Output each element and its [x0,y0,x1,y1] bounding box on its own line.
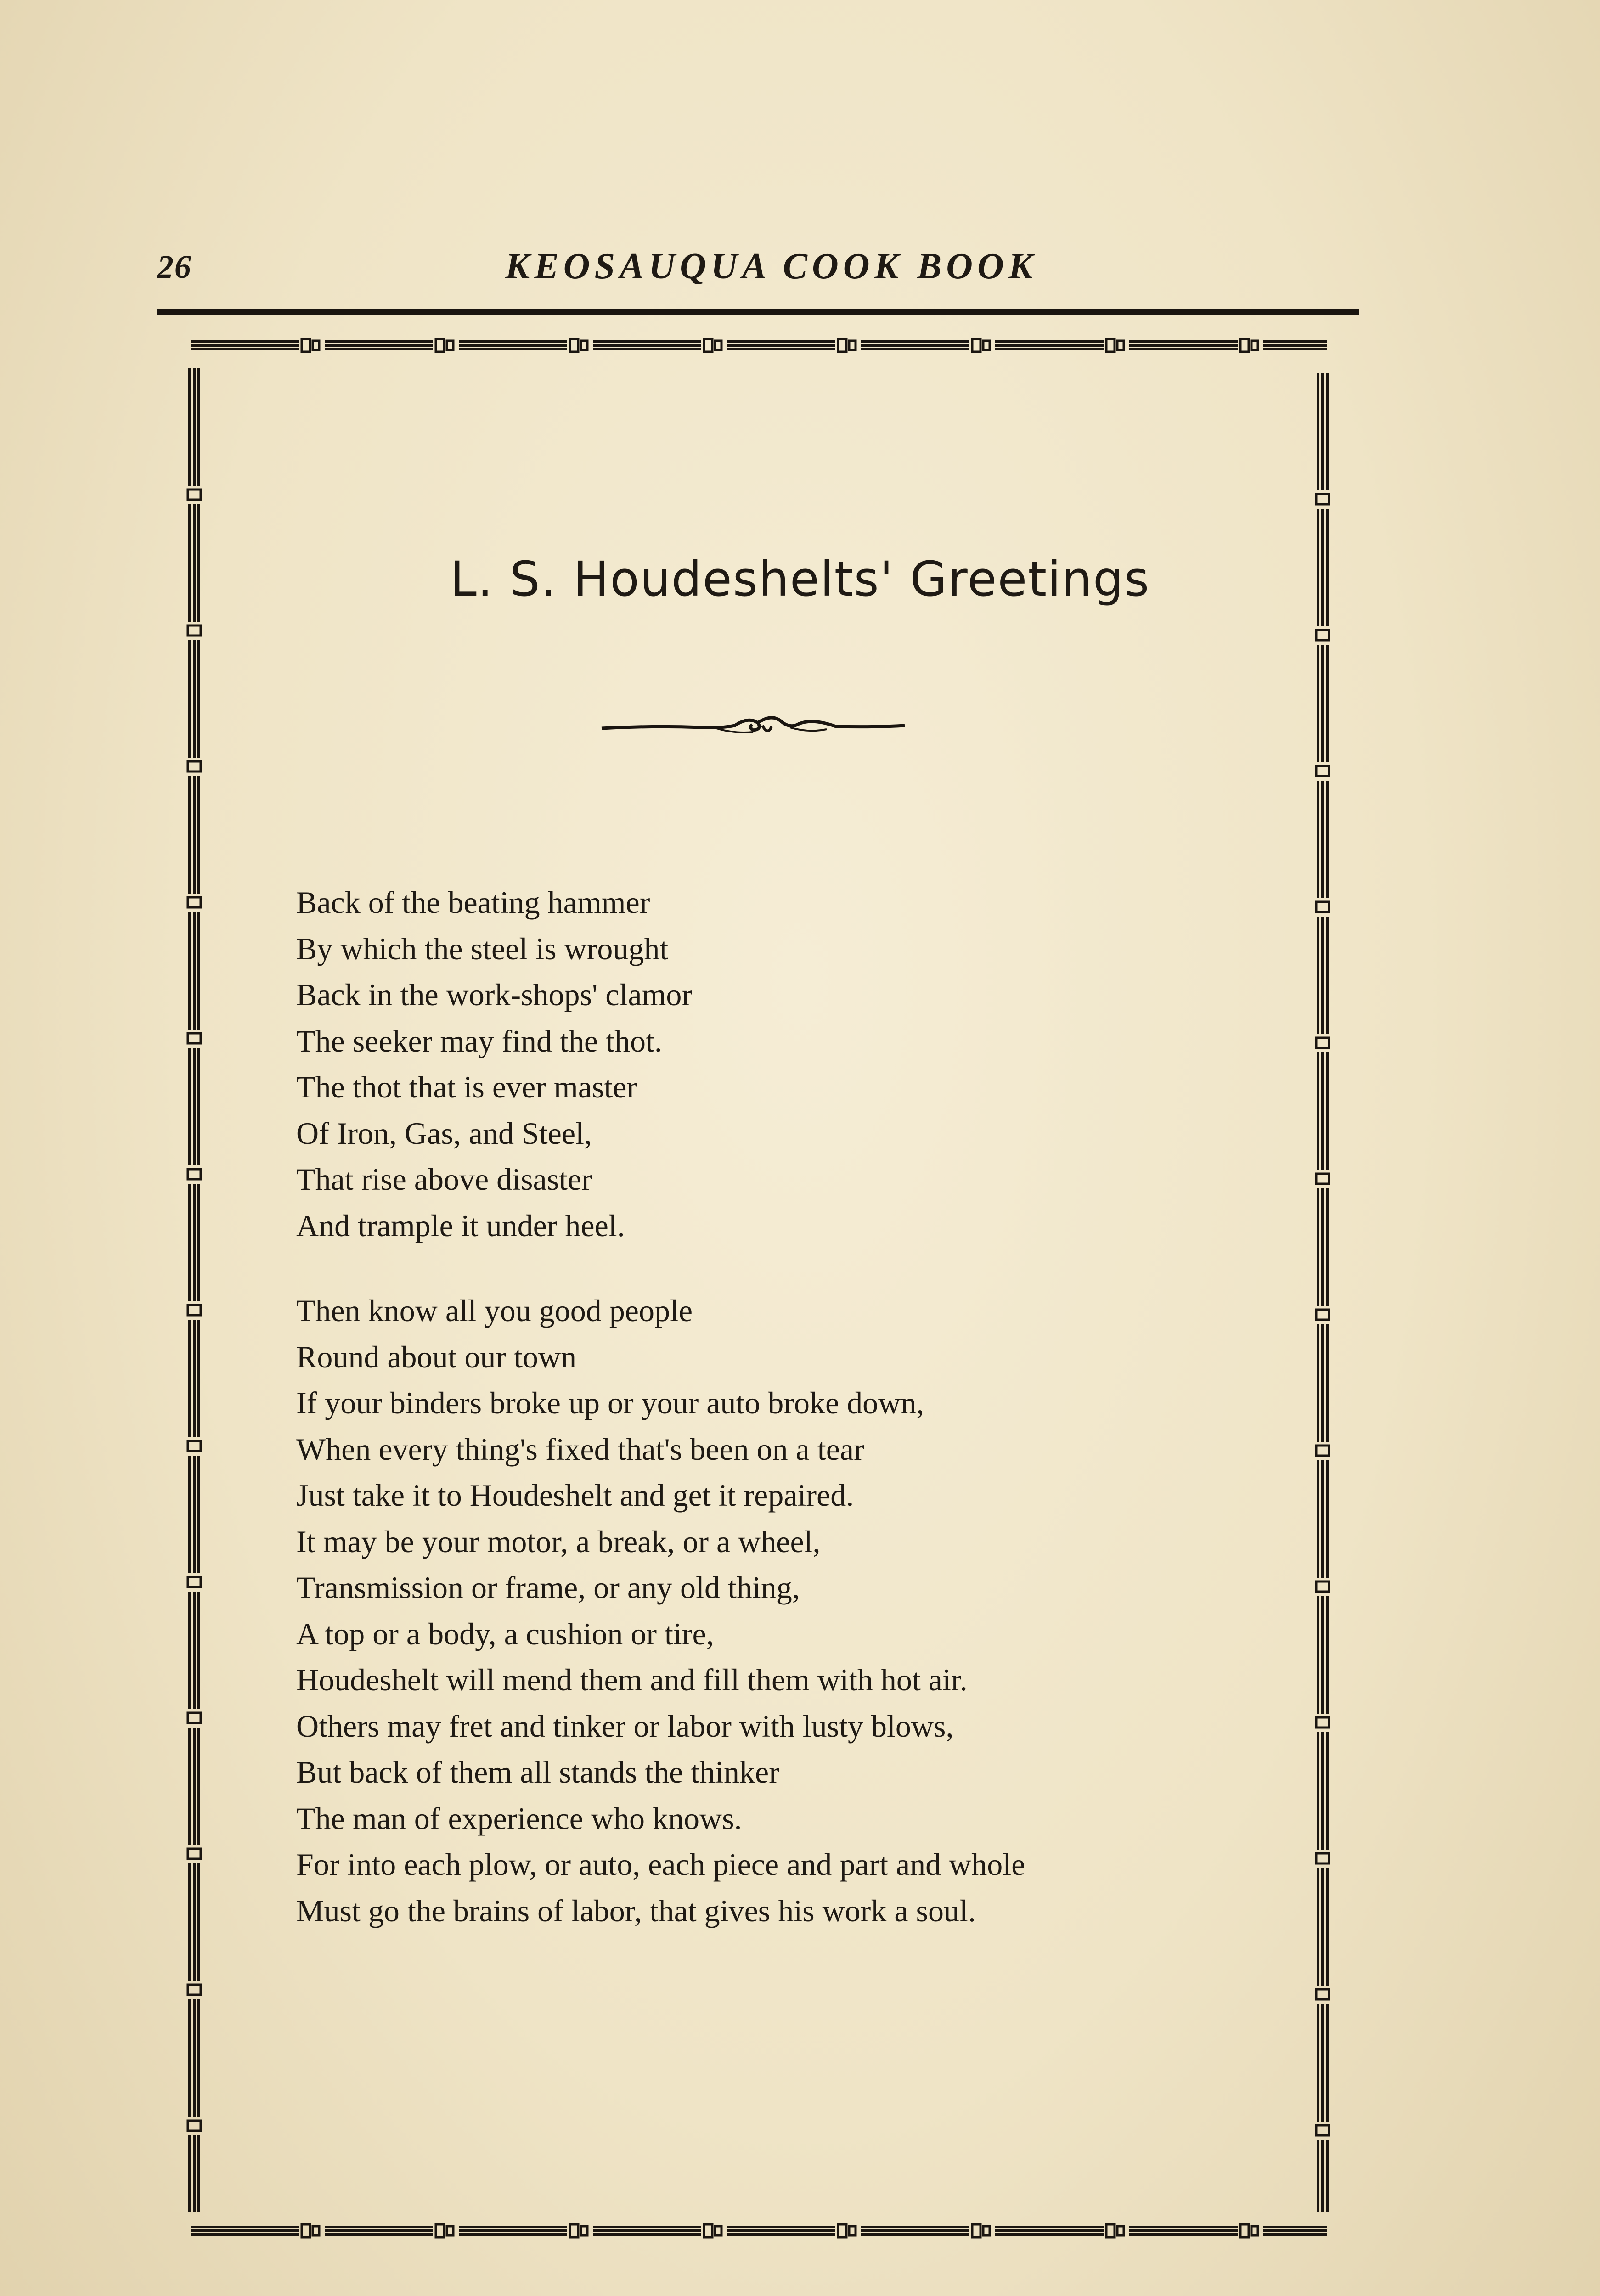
poem-line: Then know all you good people [296,1293,693,1328]
border-segment [849,2226,856,2235]
border-segment [1117,341,1124,350]
border-segment [313,2226,319,2235]
border-segment [972,2224,980,2237]
border-segment [436,2224,444,2237]
border-segment [188,625,201,636]
border-segment [1316,1038,1329,1048]
border-segment [313,341,319,350]
poem-stanza-2 [296,1288,1025,1934]
poem-line: A top or a body, a cushion or tire, [296,1616,714,1651]
border-segment [188,761,201,771]
poem-line: But back of them all stands the thinker [296,1755,779,1790]
poem-line: For into each plow, or auto, each piece and part and whole [296,1847,1025,1882]
border-segment [972,339,980,352]
border-segment [1251,2226,1258,2235]
border-segment [1316,630,1329,640]
border-segment [581,2226,587,2235]
poem-line: The thot that is ever master [296,1069,637,1104]
poem-line: Of Iron, Gas, and Steel, [296,1115,592,1151]
decorative-flourish-icon [597,707,909,744]
border-segment [1316,1174,1329,1184]
running-title: KEOSAUQUA COOK BOOK [505,246,1038,287]
border-segment [849,341,856,350]
poem-line: And trample it under heel. [296,1208,625,1243]
border-segment [570,339,578,352]
border-segment [1316,1581,1329,1592]
border-segment [715,341,721,350]
border-segment [704,339,712,352]
border-segment [188,1713,201,1723]
poem-line: It may be your motor, a break, or a wheel, [296,1524,821,1559]
poem-line: Round about our town [296,1339,577,1374]
border-segment [1117,2226,1124,2235]
border-segment [1106,339,1115,352]
poem-line: By which the steel is wrought [296,931,669,966]
border-segment [1316,1717,1329,1728]
poem-line: Back of the beating hammer [296,885,650,920]
page-number: 26 [157,248,192,285]
poem [296,879,1025,1934]
border-segment [983,2226,990,2235]
border-segment [983,341,990,350]
border-segment [188,490,201,500]
border-segment [1316,2125,1329,2135]
border-segment [838,339,846,352]
border-segment [1106,2224,1115,2237]
poem-line: Transmission or frame, or any old thing, [296,1570,800,1605]
poem-line: Just take it to Houdeshelt and get it repaired. [296,1478,854,1513]
poem-line: If your binders broke up or your auto broke down, [296,1385,924,1420]
border-segment [302,339,310,352]
border-segment [1316,1989,1329,1999]
border-segment [838,2224,846,2237]
page-title: L. S. Houdeshelts' Greetings [450,551,1150,607]
border-segment [188,1985,201,1995]
stanza-gap [296,1249,1025,1288]
poem-line: Must go the brains of labor, that gives his work a soul. [296,1893,976,1928]
border-segment [447,2226,453,2235]
border-segment [1251,341,1258,350]
border-segment [188,1849,201,1859]
border-segment [188,1169,201,1179]
border-segment [570,2224,578,2237]
border-segment [1316,766,1329,776]
border-segment [1316,1853,1329,1863]
poem-stanza-1 [296,879,1025,1249]
border-segment [1316,494,1329,504]
border-segment [704,2224,712,2237]
border-segment [581,341,587,350]
border-segment [188,1577,201,1587]
border-segment [188,897,201,907]
border-segment [188,1033,201,1043]
poem-line: Houdeshelt will mend them and fill them with hot air. [296,1662,968,1697]
border-segment [188,1441,201,1451]
border-segment [1240,339,1249,352]
border-segment [1316,902,1329,912]
border-segment [715,2226,721,2235]
poem-line: When every thing's fixed that's been on a tear [296,1431,864,1467]
border-segment [188,1305,201,1315]
poem-line: The man of experience who knows. [296,1801,742,1836]
poem-line: That rise above disaster [296,1162,592,1197]
border-segment [1316,1446,1329,1456]
border-segment [436,339,444,352]
border-segment [188,2121,201,2131]
border-segment [1316,1310,1329,1320]
border-segment [1240,2224,1249,2237]
poem-line: Others may fret and tinker or labor with lusty blows, [296,1708,954,1744]
border-segment [302,2224,310,2237]
border-segment [447,341,453,350]
poem-line: Back in the work-shops' clamor [296,977,693,1012]
poem-line: The seeker may find the thot. [296,1023,662,1058]
